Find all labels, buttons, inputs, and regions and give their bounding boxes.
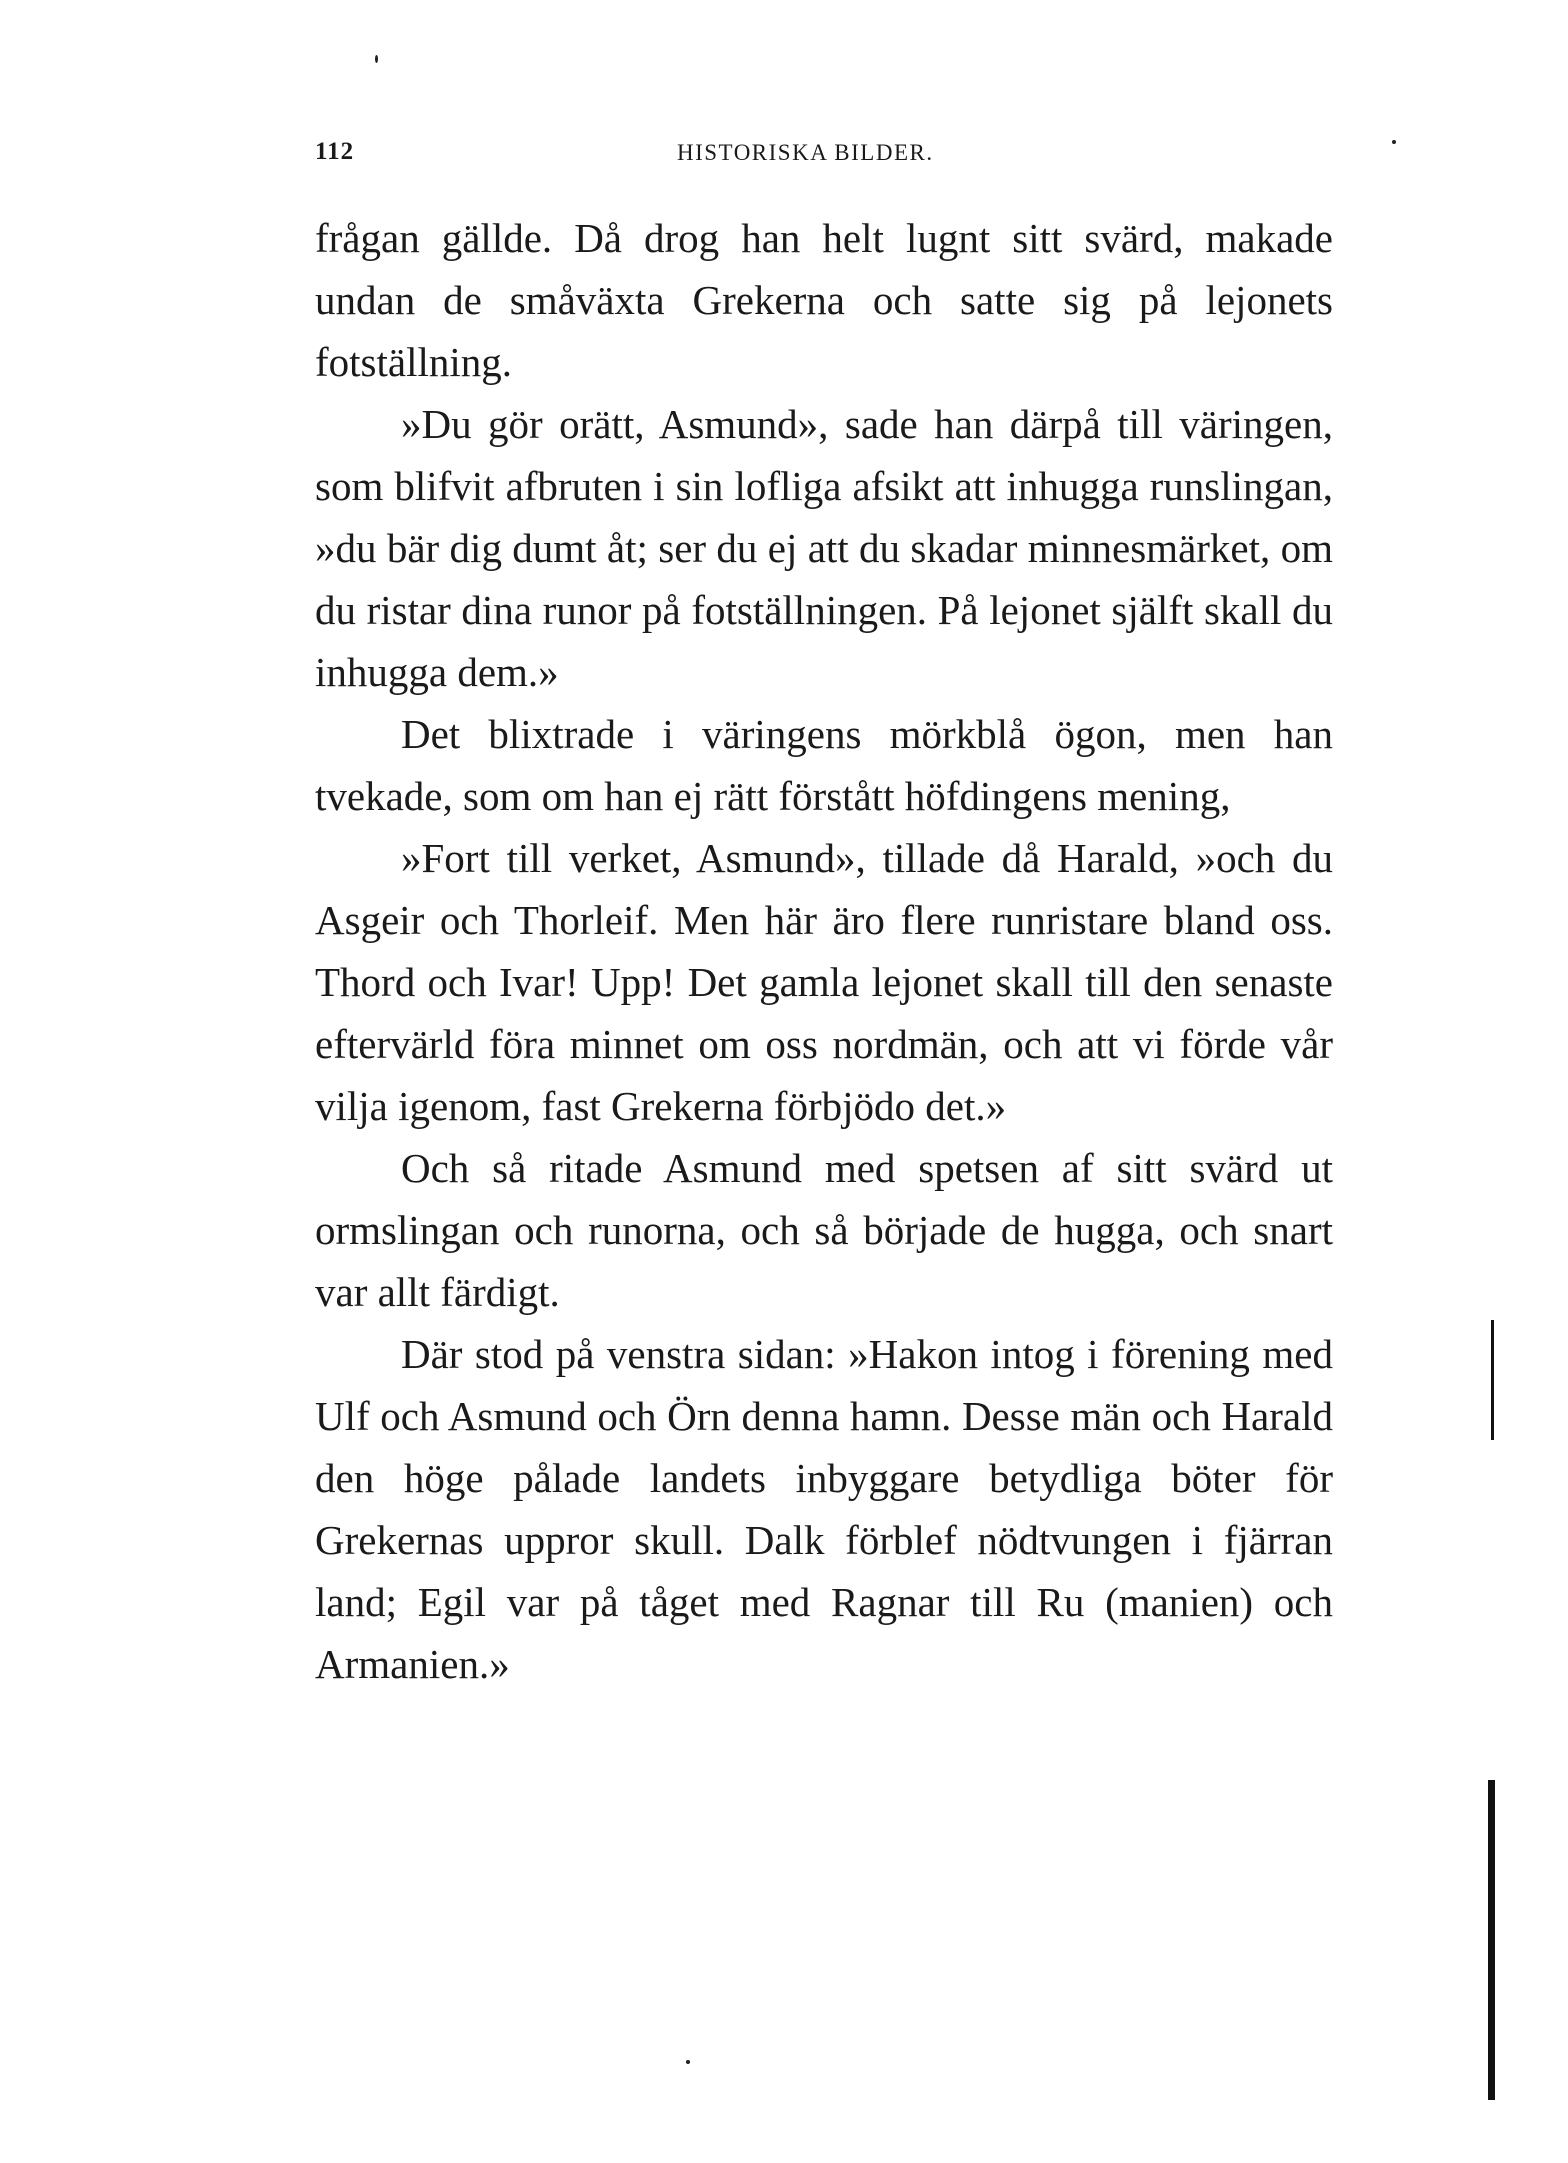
running-title: HISTORISKA BILDER. xyxy=(677,140,934,165)
page-number: 112 xyxy=(315,138,355,165)
scan-speck xyxy=(375,55,378,63)
scan-edge-shadow xyxy=(1488,1780,1495,2100)
scan-speck xyxy=(1392,140,1396,144)
running-head xyxy=(315,138,1325,178)
paragraph: Där stod på venstra sidan: »Hakon intog i förening med Ulf och Asmund och Örn denna hamn. Desse män och Harald den höge pålade landets inbyggare betydliga böter för Grekernas uppror skull. Dalk förblef nödtvungen i fjärran land; Egil var på tåget med Ragnar till Ru (manien) och Armanien.» xyxy=(315,1331,1333,1687)
scan-speck xyxy=(686,2060,690,2064)
paragraph: »Fort till verket, Asmund», tillade då Harald, »och du Asgeir och Thorleif. Men här äro flere runristare bland oss. Thord och Ivar! Upp! Det gamla lejonet skall till den senaste eftervärld föra minnet om oss nordmän, och att vi förde vår vilja igenom, fast Grekerna förbjödo det.» xyxy=(315,835,1333,1129)
body-text xyxy=(315,207,1333,1695)
scan-edge-shadow xyxy=(1491,1320,1494,1440)
paragraph: frågan gällde. Då drog han helt lugnt sitt svärd, makade undan de småväxta Grekerna och satte sig på lejonets fotställning. xyxy=(315,215,1333,385)
paragraph: »Du gör orätt, Asmund», sade han därpå till väringen, som blifvit afbruten i sin lofliga afsikt att inhugga runslingan, »du bär dig dumt åt; ser du ej att du skadar minnesmärket, om du ristar dina runor på fotställningen. På lejonet själft skall du inhugga dem.» xyxy=(315,401,1333,695)
paragraph: Det blixtrade i väringens mörkblå ögon, men han tvekade, som om han ej rätt förstått höfdingens mening, xyxy=(315,711,1333,819)
paragraph: Och så ritade Asmund med spetsen af sitt svärd ut ormslingan och runorna, och så började de hugga, och snart var allt färdigt. xyxy=(315,1145,1333,1315)
